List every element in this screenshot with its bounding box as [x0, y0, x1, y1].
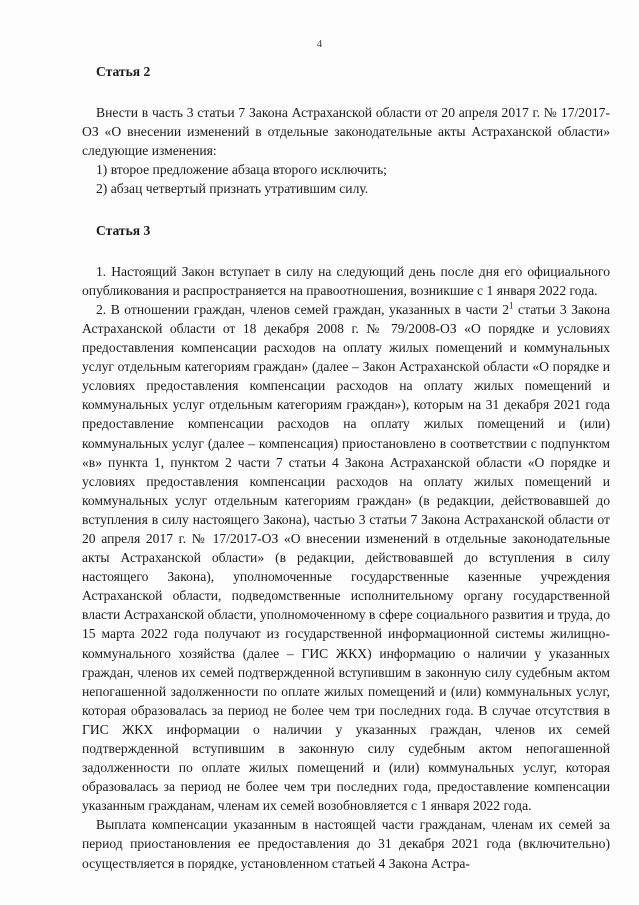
paragraph-2-rest: статьи 3 Закона Астраханской области от 18 декабря 2008 г. № 79/2008-ОЗ «О порядке и условиях предоставления компенсации расходов на оплату жилых помещений и коммунальных услуг отдельным категориям граждан» (далее – Закон Астраханской области «О порядке и условиях предоставления компенсации расходов на оплату жилых помещений и коммунальных услуг отдельным категориям граждан»), которым на 31 декабря 2021 года предоставление компенсации расходов на оплату жилых помещений и (или) коммунальных услуг (далее – компенсация) приостановлено в соответствии с подпунктом «в» пункта 1, пунктом 2 части 7 статьи 4 Закона Астраханской области «О порядке и условиях предоставления компенсации расходов на оплату жилых помещений и коммунальных услуг отдельным категориям граждан» (в редакции, действовавшей до вступления в силу настоящего Закона), частью 3 статьи 7 Закона Астраханской области от 20 апреля 2017 г. № 17/2017-ОЗ «О внесении изменений в отдельные законодательные акты Астраханской области» (в редакции, действовавшей до вступления в силу настоящего Закона), уполномоченные государственные казенные учреждения Астраханской области, подведомственные исполнительному органу государственной власти Астраханской области, уполномоченному в сфере социального развития и труда, до 15 марта 2022 года получают из государственной информационной системы жилищно-коммунального хозяйства (далее – ГИС ЖКХ) информацию о наличии у указанных граждан, членов их семей подтвержденной вступившим в законную силу судебным актом непогашенной задолженности по оплате жилых помещений и (или) коммунальных услуг, которая образовалась за период не более чем три последних года. В случае отсутствия в ГИС ЖКХ информации о наличии у указанных граждан, членов их семей подтвержденной вступившим в законную силу судебным актом непогашенной задолженности по оплате жилых помещений и (или) коммунальных услуг, которая образовалась за период не более чем три последних года, предоставление компенсации указанным гражданам, членам их семей возобновляется с 1 января 2022 года.	[82, 301, 610, 814]
article-3-paragraph-2	[82, 300, 610, 816]
article-2-item-2: 2) абзац четвертый признать утратившим силу.	[96, 181, 369, 197]
paragraph-2-superscript: 1	[509, 300, 514, 311]
page-number: 4	[316, 38, 323, 50]
article-3-paragraph-3: Выплата компенсации указанным в настоящей части гражданам, членам их семей за период приостановления ее предоставления до 31 декабря 2021 года (включительно) осуществляется в порядке, установленном статьей 4 Закона Астра-	[82, 817, 610, 871]
article-3-heading: Статья 3	[96, 222, 151, 238]
article-2-intro: Внести в часть 3 статьи 7 Закона Астраханской области от 20 апреля 2017 г. № 17/2017-ОЗ «О внесении изменений в отдельные законодательные акты Астраханской области» следующие изменения:	[82, 105, 610, 159]
article-2-item-1: 1) второе предложение абзаца второго исключить;	[96, 162, 387, 178]
document-body	[82, 62, 610, 873]
article-2-heading: Статья 2	[96, 64, 151, 79]
article-3-paragraph-1: 1. Настоящий Закон вступает в силу на следующий день после дня его официального опубликования и распространяется на правоотношения, возникшие с 1 января 2022 года.	[82, 263, 610, 298]
paragraph-2-start: 2. В отношении граждан, членов семей граждан, указанных в части 2	[96, 301, 510, 317]
